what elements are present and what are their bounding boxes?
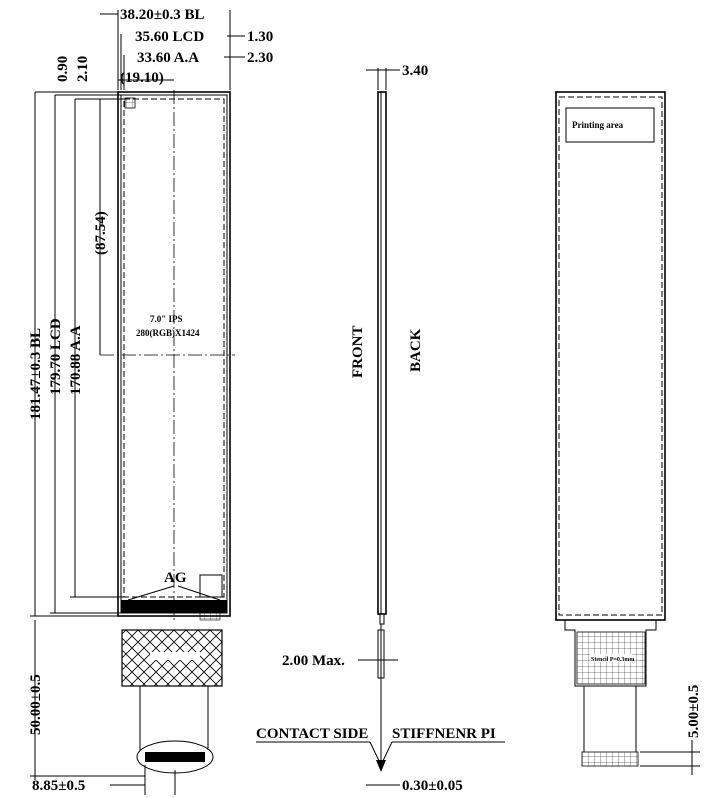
fpc-contact xyxy=(145,752,205,762)
ag-label: AG xyxy=(164,570,187,586)
dim-left-2: 2.10 xyxy=(75,55,91,82)
dim-right-2: 2.30 xyxy=(247,50,274,66)
stiffener-label: STIFFNENR PI xyxy=(392,726,496,742)
dim-fpc-width: 8.85±0.5 xyxy=(32,778,86,794)
arrow-icon xyxy=(376,760,386,772)
dim-left-1: 0.90 xyxy=(55,55,71,82)
pin1-marker xyxy=(125,98,135,108)
stiffener-thickness: 0.30±0.05 xyxy=(402,778,463,794)
contact-side: CONTACT SIDE xyxy=(256,726,369,742)
back-label: BACK xyxy=(408,328,424,372)
back-inner xyxy=(559,97,662,615)
bond-edge xyxy=(121,600,227,613)
back-body xyxy=(556,92,665,620)
dim-lcd-width: 35.60 LCD xyxy=(135,29,205,45)
back-view xyxy=(556,92,702,775)
side-thickness: 3.40 xyxy=(402,63,429,79)
side-body xyxy=(378,92,386,614)
fpc-length: 5.00±0.5 xyxy=(686,684,702,738)
front-view xyxy=(28,7,273,795)
front-label: FRONT xyxy=(350,325,366,378)
dim-fpc-height: 50.00±0.5 xyxy=(28,674,44,735)
panel-label-line1: 7.0" IPS xyxy=(150,314,183,324)
dim-bl-height: 181.47±0.3 BL xyxy=(28,328,44,420)
back-fpc-label: Stencil P=0.3mm xyxy=(591,657,635,663)
max-label: 2.00 Max. xyxy=(282,653,345,669)
dim-right-1: 1.30 xyxy=(247,29,274,45)
ag-leader-left xyxy=(128,586,174,600)
dim-bl-width: 38.20±0.3 BL xyxy=(120,7,205,23)
dim-lcd-height: 179.70 LCD xyxy=(48,318,64,395)
side-bond xyxy=(380,614,384,624)
dim-half-height: (87.54) xyxy=(93,211,109,255)
back-fpc-contact xyxy=(582,752,638,766)
ag-leader-right xyxy=(178,586,220,600)
dim-half-width: (19.10) xyxy=(120,70,164,86)
bond-pads xyxy=(200,613,220,620)
dim-aa-width: 33.60 A.A xyxy=(137,50,200,66)
printing-area: Printing area xyxy=(572,120,624,130)
fpc-label-bg xyxy=(150,652,200,660)
side-view xyxy=(256,63,505,794)
dim-aa-height: 170.88 A.A xyxy=(68,325,84,395)
ic-box xyxy=(200,575,222,597)
panel-label-line2: 280(RGB)X1424 xyxy=(136,328,200,338)
